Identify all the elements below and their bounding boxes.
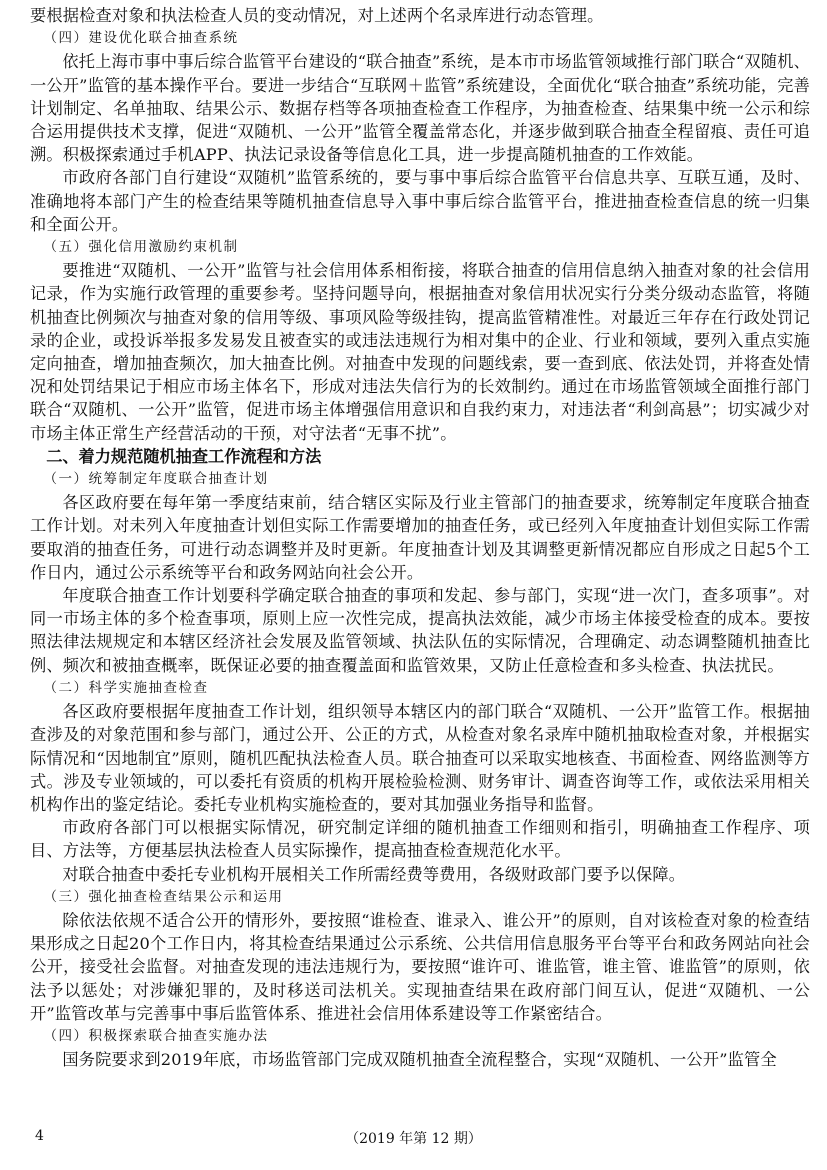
subsection-heading: （四）积极探索联合抽查实施办法 [43,1027,269,1044]
subsection-heading: （二）科学实施抽查检查 [43,679,209,696]
subsection-heading: （三）强化抽查检查结果公示和运用 [43,888,284,905]
paragraph: 要推进“双随机、一公开”监管与社会信用体系相衔接，将联合抽查的信用信息纳入抽查对象的社会信用记录，作为实施行政管理的重要参考。坚持问题导向，根据抽查对象信用状况实行分类分级动态监管，将随机抽查比例频次与抽查对象的信用等级、事项风险等级挂钩，提高监管精准性。对最近三年存在行政处罚记录的企业，或投诉举报多发易发且被查实的或违法违规行为相对集中的企业、行业和领域，要列入重点实施定向抽查，增加抽查频次，加大抽查比例。对抽查中发现的问题线索，要一查到底、依法处罚，并将查处情况和处罚结果记于相应市场主体名下，形成对违法失信行为的长效制约。通过在市场监管领域全面推行部门联合“双随机、一公开”监管，促进市场主体增强信用意识和自我约束力，对违法者“利剑高悬”；切实减少对市场主体正常生产经营活动的干预，对守法者“无事不扰”。 [30,261,810,443]
paragraph: 对联合抽查中委托专业机构开展相关工作所需经费等费用，各级财政部门要予以保障。 [62,864,686,884]
paragraph: 市政府各部门可以根据实际情况，研究制定详细的随机抽查工作细则和指引，明确抽查工作程序、项目、方法等，方便基层执法检查人员实际操作，提高抽查检查规范化水平。 [30,818,810,861]
document-page [30,4,810,1071]
paragraph: 各区政府要在每年第一季度结束前，结合辖区实际及行业主管部门的抽查要求，统筹制定年度联合抽查工作计划。对未列入年度抽查计划但实际工作需要增加的抽查任务，或已经列入年度抽查计划但实际工作需要取消的抽查任务，可进行动态调整并及时更新。年度抽查计划及其调整更新情况都应自形成之日起5个工作日内，通过公示系统等平台和政务网站向社会公开。 [30,493,810,582]
section-heading: 二、着力规范随机抽查工作流程和方法 [46,446,322,466]
subsection-heading: （五）强化信用激励约束机制 [43,239,239,256]
paragraph: 除依法依规不适合公开的情形外，要按照“谁检查、谁录入、谁公开”的原则，自对该检查对象的检查结果形成之日起20个工作日内，将其检查结果通过公示系统、公共信用信息服务平台等平台和政务网站向社会公开，接受社会监督。对抽查发现的违法违规行为，要按照“谁许可、谁监管，谁主管、谁监管”的原则，依法予以惩处；对涉嫌犯罪的，及时移送司法机关。实现抽查结果在政府部门间互认，促进“双随机、一公开”监管改革与完善事中事后监管体系、推进社会信用体系建设等工作紧密结合。 [30,910,810,1023]
paragraph: 国务院要求到2019年底，市场监管部门完成双随机抽查全流程整合，实现“双随机、一公开”监管全 [62,1050,777,1070]
issue-label: （2019 年第 12 期） [345,1131,482,1147]
paragraph: 年度联合抽查工作计划要科学确定联合抽查的事项和发起、参与部门，实现“进一次门，查多项事”。对同一市场主体的多个检查事项，原则上应一次性完成，提高执法效能，减少市场主体接受检查的成本。要按照法律法规规定和本辖区经济社会发展及监管领域、执法队伍的实际情况，合理确定、动态调整随机抽查比例、频次和被抽查概率，既保证必要的抽查覆盖面和监管效果，又防止任意检查和多头检查、执法扰民。 [30,586,810,675]
subsection-heading: （一）统筹制定年度联合抽查计划 [43,471,269,488]
paragraph: 市政府各部门自行建设“双随机”监管系统的，要与事中事后综合监管平台信息共享、互联互通，及时、准确地将本部门产生的检查结果等随机抽查信息导入事中事后综合监管平台，推进抽查检查信息的统一归集和全面公开。 [30,168,810,234]
paragraph: 要根据检查对象和执法检查人员的变动情况，对上述两个名录库进行动态管理。 [30,6,604,25]
page-footer [0,1128,827,1152]
paragraph: 依托上海市事中事后综合监管平台建设的“联合抽查”系统，是本市市场监管领域推行部门联合“双随机、一公开”监管的基本操作平台。要进一步结合“互联网＋监管”系统建设，全面优化“联合抽查”系统功能，完善计划制定、名单抽取、结果公示、数据存档等各项抽查检查工作程序，为抽查检查、结果集中统一公示和综合运用提供技术支撑，促进“双随机、一公开”监管全覆盖常态化，并逐步做到联合抽查全程留痕、责任可追溯。积极探索通过手机APP、执法记录设备等信息化工具，进一步提高随机抽查的工作效能。 [30,52,810,165]
paragraph: 各区政府要根据年度抽查工作计划，组织领导本辖区内的部门联合“双随机、一公开”监管工作。根据抽查涉及的对象范围和参与部门，通过公开、公正的方式，从检查对象名录库中随机抽取检查对象，并根据实际情况和“因地制宜”原则，随机匹配执法检查人员。联合抽查可以采取实地核查、书面检查、网络监测等方式。涉及专业领域的，可以委托有资质的机构开展检验检测、财务审计、调查咨询等工作，或依法采用相关机构作出的鉴定结论。委托专业机构实施检查的，要对其加强业务指导和监督。 [30,702,810,814]
page-number: 4 [35,1128,44,1144]
subsection-heading: （四）建设优化联合抽查系统 [43,30,239,47]
